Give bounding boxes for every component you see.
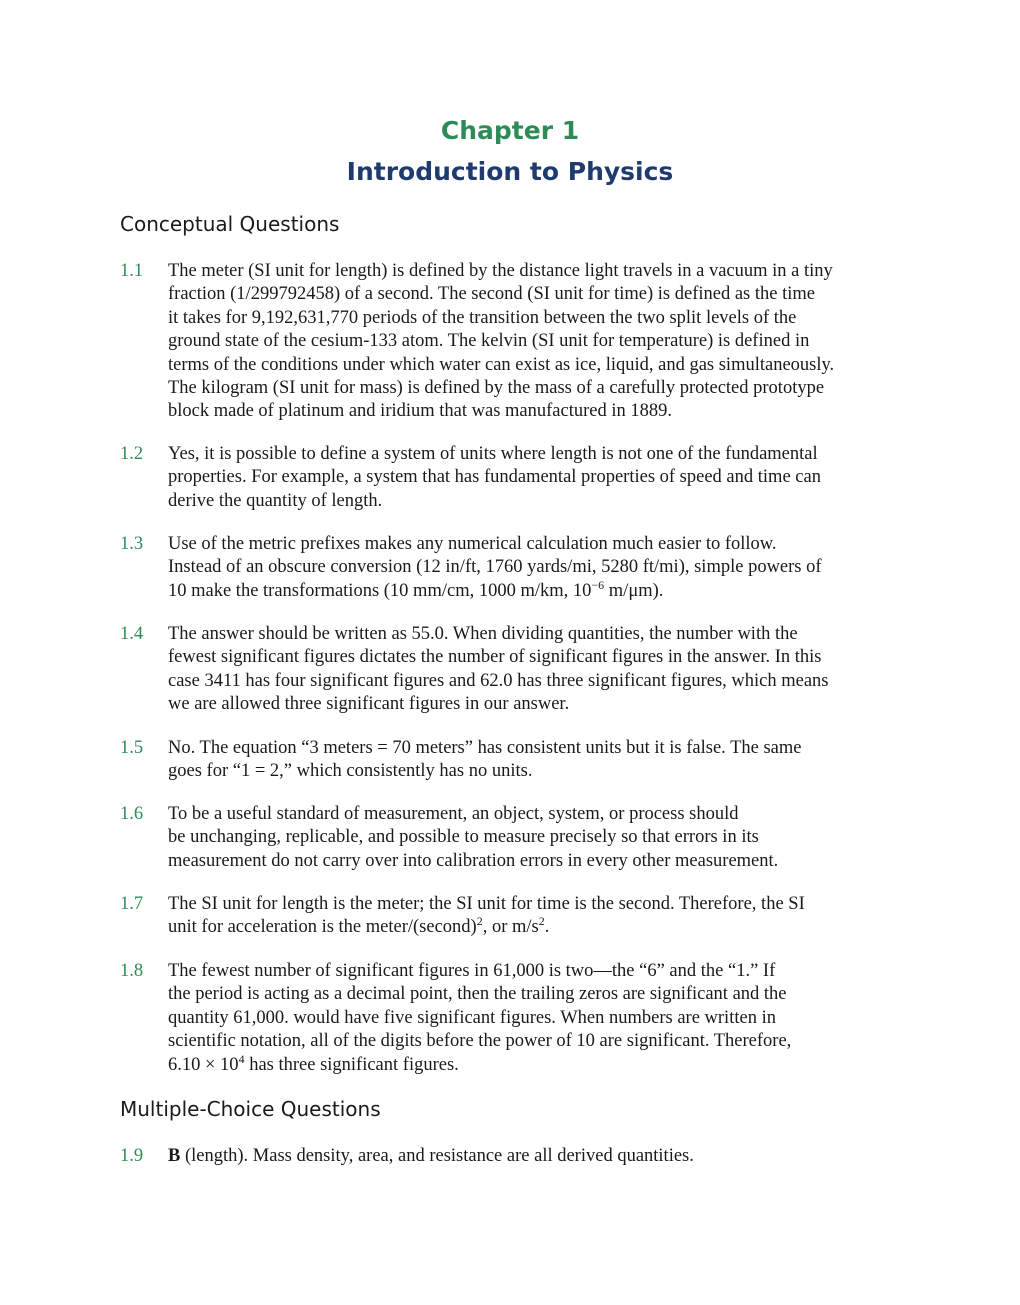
question-number: 1.5 <box>120 738 144 758</box>
text-run: 6.10 × 10 <box>168 1054 239 1075</box>
question-number: 1.2 <box>120 444 144 464</box>
answer-text <box>168 443 908 513</box>
question-number: 1.9 <box>120 1146 144 1166</box>
text-line: The SI unit for length is the meter; the SI unit for time is the second. Therefore, the SI <box>168 894 805 914</box>
text-run: has three significant figures. <box>244 1054 459 1075</box>
text-run: (length). Mass density, area, and resistance are all derived quantities. <box>180 1146 694 1166</box>
superscript: 2 <box>538 914 545 929</box>
text-line: No. The equation “3 meters = 70 meters” has consistent units but it is false. The same <box>168 738 802 758</box>
answer-text <box>168 803 908 873</box>
text-line: block made of platinum and iridium that was manufactured in 1889. <box>168 401 672 422</box>
text-line: The kilogram (SI unit for mass) is defined by the mass of a carefully protected prototype <box>168 378 825 399</box>
question-number: 1.6 <box>120 804 144 824</box>
text-line: quantity 61,000. would have five significant figures. When numbers are written in <box>168 1007 776 1028</box>
text-line: properties. For example, a system that has fundamental properties of speed and time can <box>168 467 821 488</box>
text-line: scientific notation, all of the digits before the power of 10 are significant. Therefore, <box>168 1031 792 1052</box>
section-heading-multiple-choice: Multiple-Choice Questions <box>120 1097 381 1121</box>
question-number: 1.1 <box>120 261 144 281</box>
text-line <box>168 1051 908 1077</box>
text-line <box>168 1145 908 1168</box>
text-line: fewest significant figures dictates the number of significant figures in the answer. In this <box>168 647 822 668</box>
question-number: 1.7 <box>120 894 144 914</box>
chapter-title: Introduction to Physics <box>346 157 674 186</box>
text-line: fraction (1/299792458) of a second. The second (SI unit for time) is defined as the time <box>168 284 815 305</box>
text-line: derive the quantity of length. <box>168 490 383 511</box>
text-line: Instead of an obscure conversion (12 in/ft, 1760 yards/mi, 5280 ft/mi), simple powers of <box>168 557 822 578</box>
text-run: 10 make the transformations (10 mm/cm, 1000 m/km, 10 <box>168 580 592 601</box>
question-number: 1.8 <box>120 961 144 981</box>
superscript: 4 <box>238 1051 245 1066</box>
text-line: To be a useful standard of measurement, an object, system, or process should <box>168 804 739 824</box>
question-number: 1.3 <box>120 534 144 554</box>
text-run: . <box>544 917 550 938</box>
text-line: The answer should be written as 55.0. When dividing quantities, the number with the <box>168 624 798 644</box>
answer-text <box>168 260 908 424</box>
text-run: unit for acceleration is the meter/(second) <box>168 917 477 938</box>
text-line: the period is acting as a decimal point, then the trailing zeros are significant and the <box>168 984 787 1005</box>
answer-text <box>168 1145 908 1168</box>
text-line: Use of the metric prefixes makes any numerical calculation much easier to follow. <box>168 534 777 554</box>
text-line <box>168 916 908 939</box>
text-line: The meter (SI unit for length) is defined by the distance light travels in a vacuum in a tiny <box>168 261 833 281</box>
text-line: it takes for 9,192,631,770 periods of the transition between the two split levels of the <box>168 307 797 328</box>
text-line: The fewest number of significant figures in 61,000 is two—the “6” and the “1.” If <box>168 961 776 981</box>
text-line: goes for “1 = 2,” which consistently has no units. <box>168 761 533 782</box>
text-line: Yes, it is possible to define a system of units where length is not one of the fundamental <box>168 444 818 464</box>
answer-letter: B <box>168 1146 181 1166</box>
answer-text <box>168 533 908 603</box>
superscript: −6 <box>591 577 605 592</box>
section-heading-conceptual: Conceptual Questions <box>120 212 340 236</box>
text-line: we are allowed three significant figures in our answer. <box>168 694 570 715</box>
superscript: 2 <box>476 914 483 929</box>
text-line <box>168 577 908 603</box>
text-run: m/μm). <box>604 580 664 601</box>
text-line: case 3411 has four significant figures and 62.0 has three significant figures, which means <box>168 670 829 691</box>
text-run: , or m/s <box>482 917 539 938</box>
question-number: 1.4 <box>120 624 144 644</box>
text-line: terms of the conditions under which water can exist as ice, liquid, and gas simultaneously. <box>168 354 835 375</box>
answer-text <box>168 737 908 784</box>
text-line: ground state of the cesium-133 atom. The kelvin (SI unit for temperature) is defined in <box>168 331 810 352</box>
text-line: measurement do not carry over into calibration errors in every other measurement. <box>168 850 779 871</box>
answer-text <box>168 960 908 1077</box>
answer-text <box>168 893 908 940</box>
answer-text <box>168 623 908 717</box>
chapter-number: Chapter 1 <box>440 116 580 145</box>
text-line: be unchanging, replicable, and possible to measure precisely so that errors in its <box>168 827 759 848</box>
